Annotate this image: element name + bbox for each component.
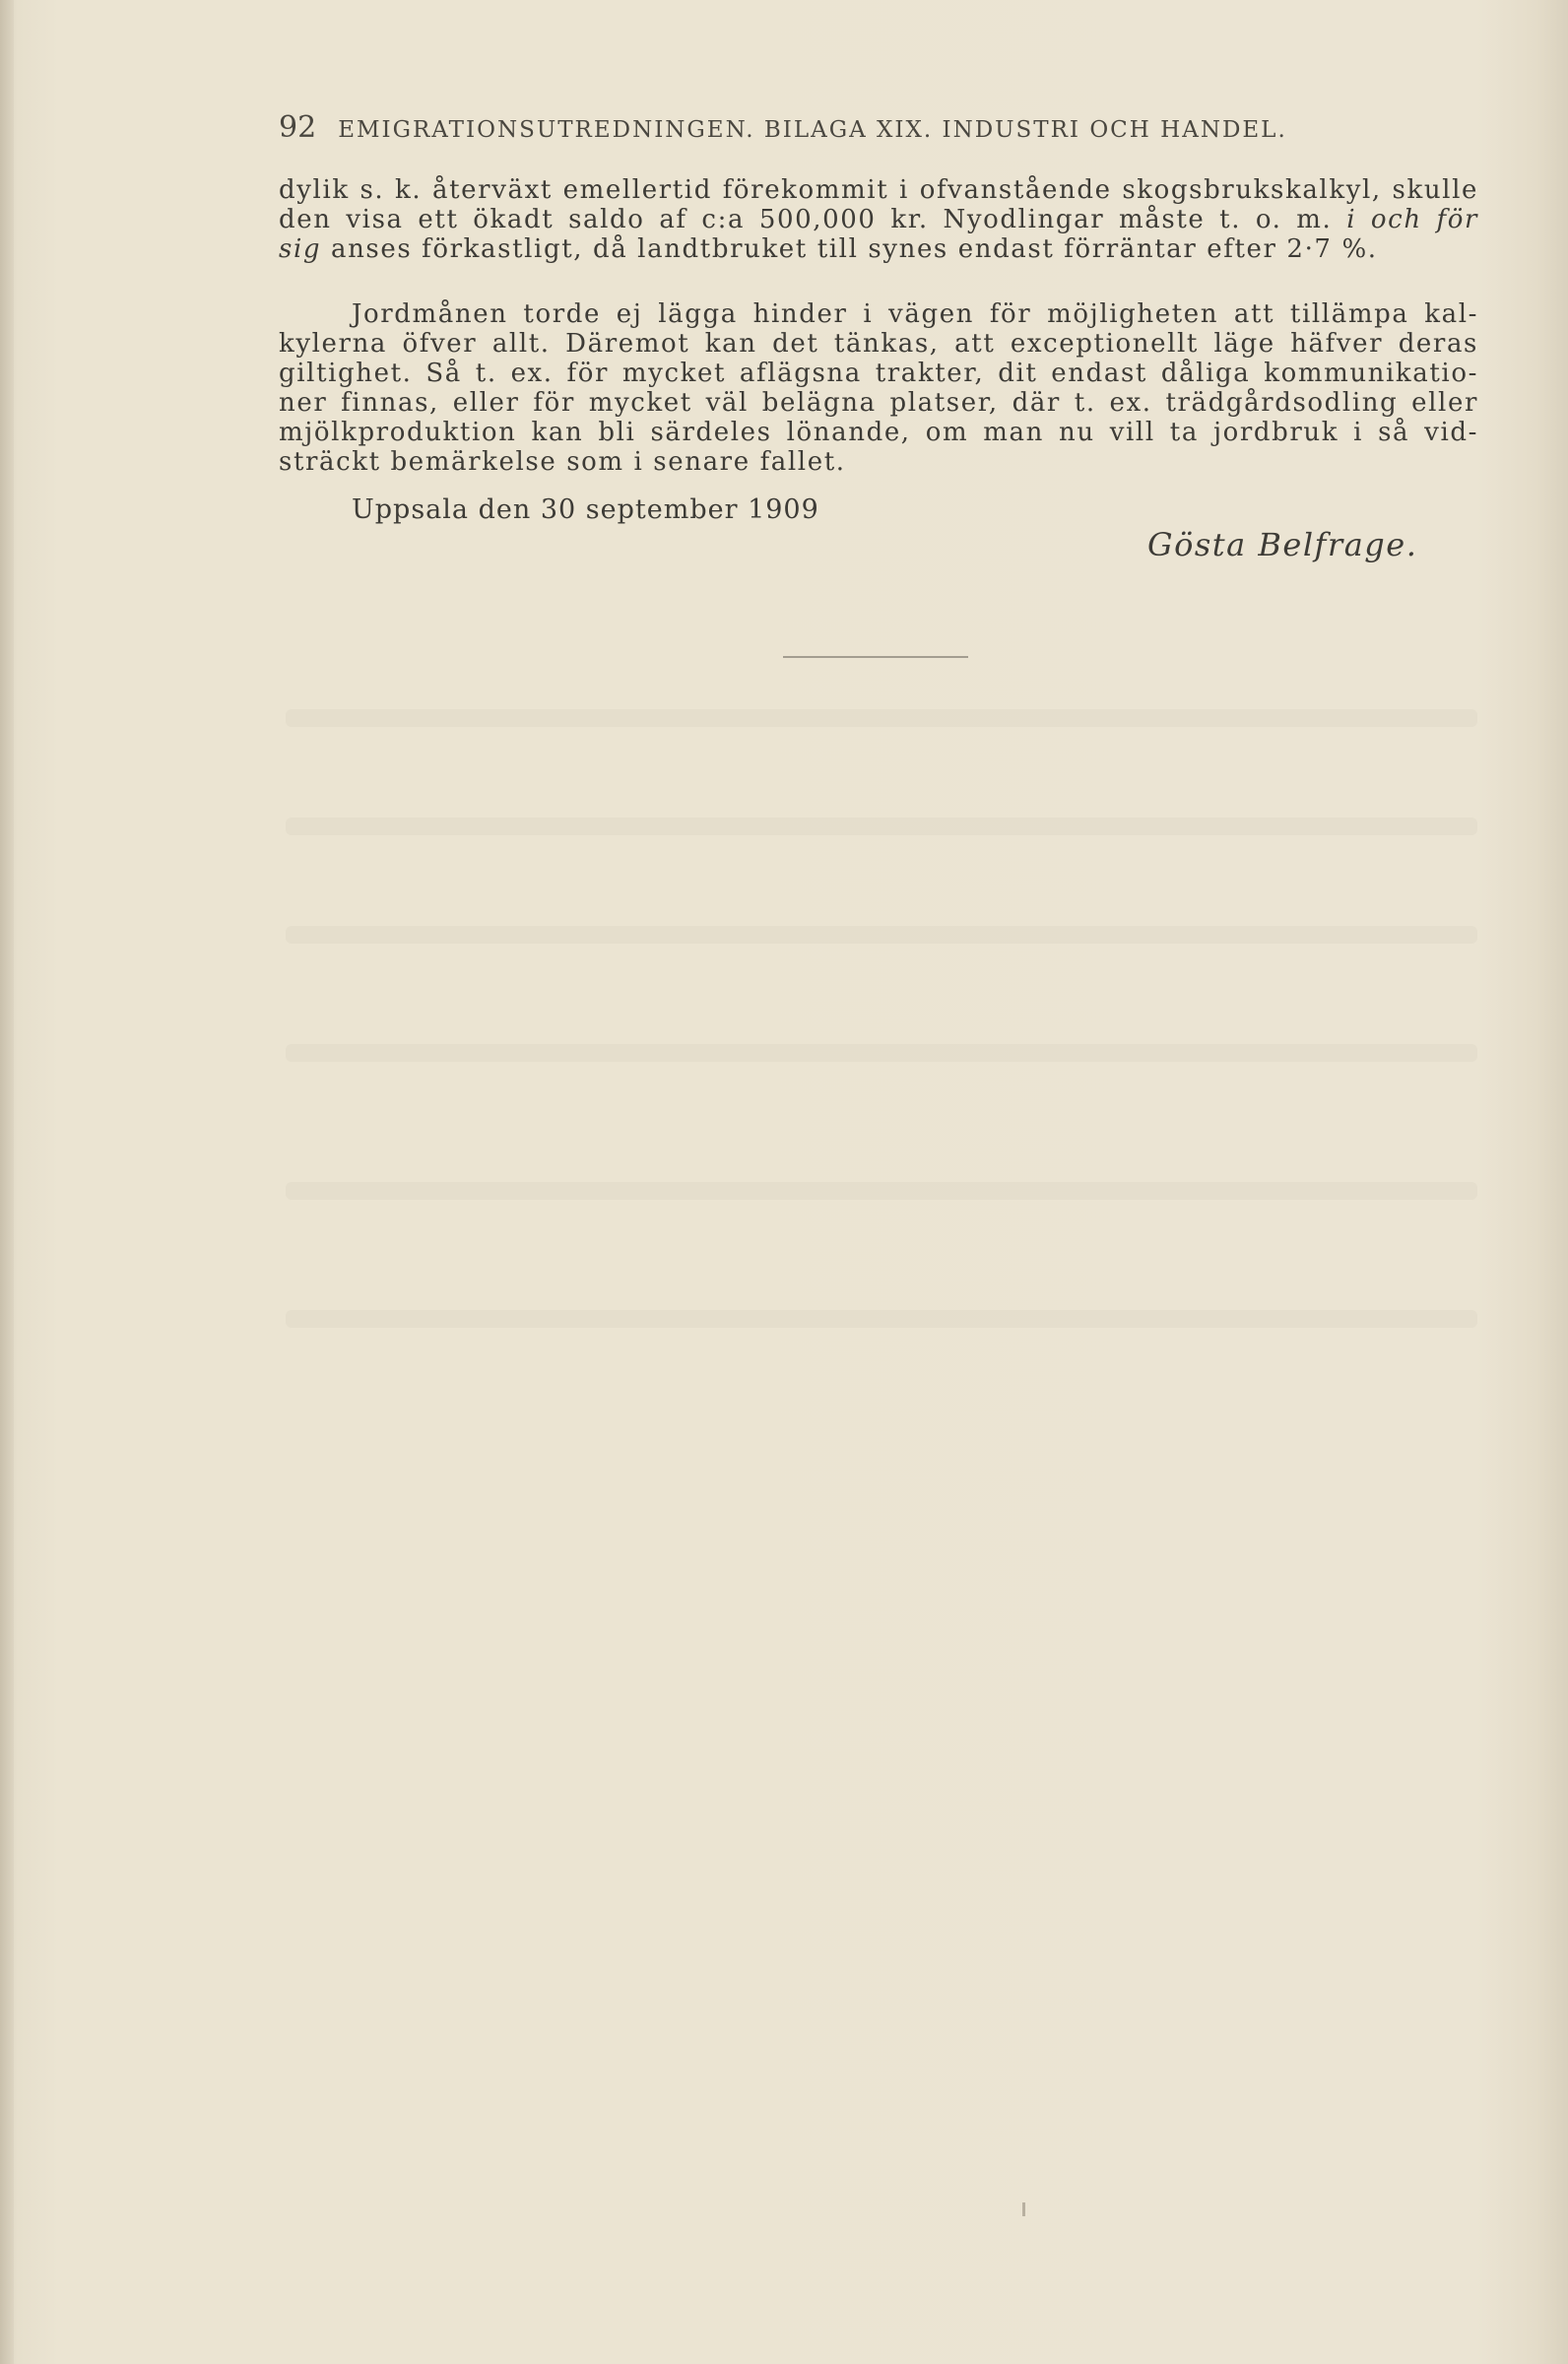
show-through xyxy=(286,818,1477,835)
text-line-body: anses förkastligt, då landtbruket till synes endast förräntar efter 2·7 %. xyxy=(330,234,1378,264)
italic-phrase: sig xyxy=(279,234,322,264)
page-number: 92 xyxy=(279,110,317,145)
page-mark xyxy=(1022,2202,1025,2216)
text-line: sträckt bemärkelse som i senare fallet. xyxy=(279,447,846,477)
text-line-body: den visa ett ökadt saldo af c:a 500,000 kr. Nyodlingar måste t. o. m. xyxy=(279,205,1333,234)
text-line: dylik s. k. återväxt emellertid förekommit i ofvanstående skogsbrukskalkyl, skulle xyxy=(279,175,1478,205)
text-line: mjölkproduktion kan bli särdeles lönande, om man nu vill ta jordbruk i så vid- xyxy=(279,418,1478,447)
paragraph-2 xyxy=(279,299,1478,477)
show-through xyxy=(286,926,1477,944)
text-line: ner finnas, eller för mycket väl belägna platser, där t. ex. trädgårdsodling eller xyxy=(279,388,1478,418)
running-title: EMIGRATIONSUTREDNINGEN. BILAGA XIX. INDUSTRI OCH HANDEL. xyxy=(338,117,1287,143)
show-through xyxy=(286,1310,1477,1328)
italic-phrase: i och för xyxy=(1346,205,1478,234)
show-through xyxy=(286,1044,1477,1062)
text-line: kylerna öfver allt. Däremot kan det tänkas, att exceptionellt läge häfver deras xyxy=(279,329,1478,359)
page-edge xyxy=(0,0,14,2364)
running-header xyxy=(279,110,1461,145)
signature: Gösta Belfrage. xyxy=(1147,526,1418,563)
show-through xyxy=(286,1182,1477,1200)
text-line xyxy=(279,234,1478,264)
text-line: Jordmånen torde ej lägga hinder i vägen för möjligheten att tillämpa kal- xyxy=(352,299,1478,329)
paragraph-1 xyxy=(279,175,1478,264)
text-line xyxy=(279,205,1478,234)
place-date: Uppsala den 30 september 1909 xyxy=(352,494,819,525)
show-through xyxy=(286,709,1477,727)
section-divider xyxy=(783,656,968,658)
text-line: giltighet. Så t. ex. för mycket aflägsna trakter, dit endast dåliga kommunikatio- xyxy=(279,359,1478,388)
